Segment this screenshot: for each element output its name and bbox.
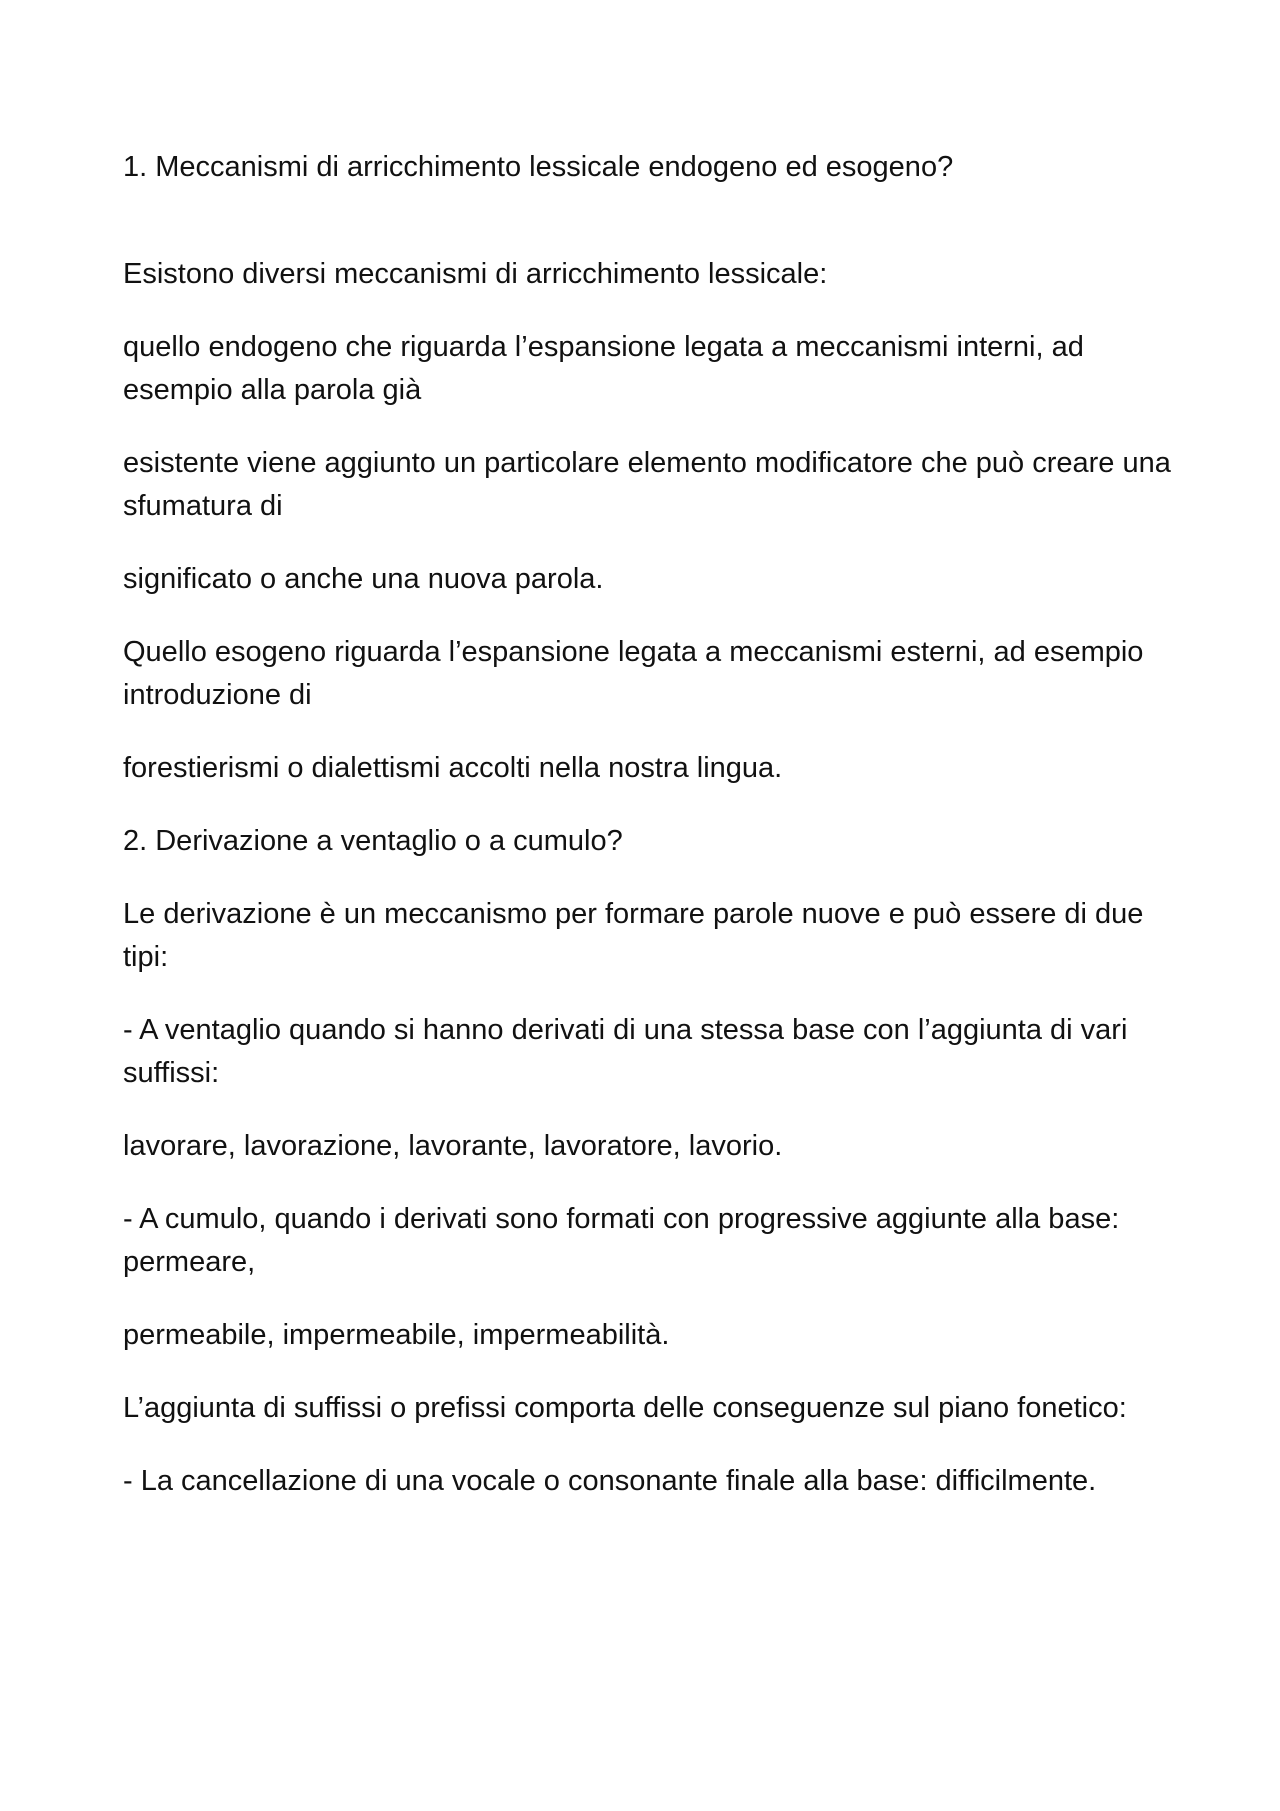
paragraph-cumulo: - A cumulo, quando i derivati sono formati con progressive aggiunte alla base: permeare, <box>123 1203 1120 1278</box>
paragraph-intro: Esistono diversi meccanismi di arricchimento lessicale: <box>123 258 828 290</box>
question-1-heading: 1. Meccanismi di arricchimento lessicale endogeno ed esogeno? <box>123 151 954 183</box>
paragraph-esogeno-2: forestierismi o dialettismi accolti nella nostra lingua. <box>123 752 783 784</box>
paragraph-derivazione: Le derivazione è un meccanismo per formare parole nuove e può essere di due tipi: <box>123 898 1144 973</box>
paragraph-ventaglio-esempi: lavorare, lavorazione, lavorante, lavoratore, lavorio. <box>123 1130 783 1162</box>
paragraph-endogeno-1: quello endogeno che riguarda l’espansione legata a meccanismi interni, ad esempio alla parola già <box>123 331 1084 406</box>
paragraph-ventaglio: - A ventaglio quando si hanno derivati di una stessa base con l’aggiunta di vari suffissi: <box>123 1014 1128 1089</box>
question-2-heading: 2. Derivazione a ventaglio o a cumulo? <box>123 825 623 857</box>
paragraph-endogeno-2: esistente viene aggiunto un particolare elemento modificatore che può creare una sfumatura di <box>123 447 1171 522</box>
document-page <box>123 146 1183 1533</box>
paragraph-cumulo-esempi: permeabile, impermeabile, impermeabilità. <box>123 1319 670 1351</box>
paragraph-conseguenze: L’aggiunta di suffissi o prefissi comporta delle conseguenze sul piano fonetico: <box>123 1392 1127 1424</box>
paragraph-endogeno-3: significato o anche una nuova parola. <box>123 563 604 595</box>
paragraph-esogeno-1: Quello esogeno riguarda l’espansione legata a meccanismi esterni, ad esempio introduzione di <box>123 636 1144 711</box>
paragraph-cancellazione: - La cancellazione di una vocale o consonante finale alla base: difficilmente. <box>123 1465 1097 1497</box>
